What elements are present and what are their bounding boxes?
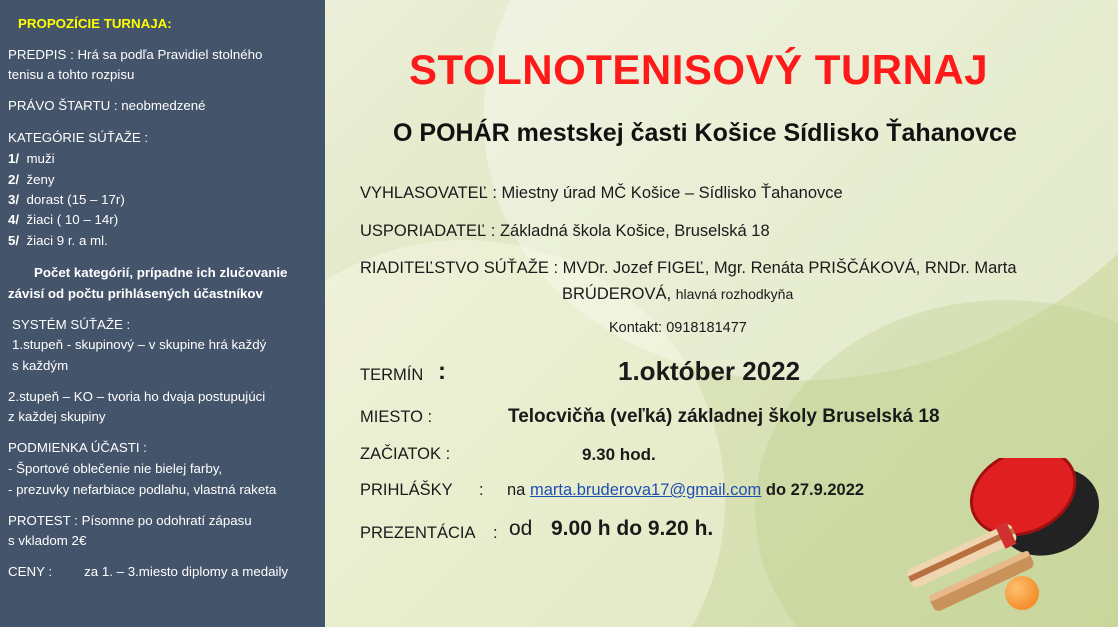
ceny-row xyxy=(8,562,318,582)
category-note-2: závisí od počtu prihlásených účastníkov xyxy=(8,286,263,301)
ping-pong-paddles-icon xyxy=(865,458,1115,618)
category-item xyxy=(8,231,318,251)
system-title: SYSTÉM SÚŤAŽE : xyxy=(12,317,131,332)
category-label: dorast (15 – 17r) xyxy=(26,192,125,207)
system-stage-2a: 2.stupeň – KO – tvoria ho dvaja postupujúci xyxy=(8,389,266,404)
podmienka-line-2: - prezuvky nefarbiace podlahu, vlastná raketa xyxy=(8,482,277,497)
podmienka-title: PODMIENKA ÚČASTI : xyxy=(8,440,147,455)
kategorie-title: KATEGÓRIE SÚŤAŽE : xyxy=(8,130,149,145)
chief-referee-role: hlavná rozhodkyňa xyxy=(675,286,794,302)
page-title: STOLNOTENISOVÝ TURNAJ xyxy=(409,46,989,93)
category-number: 2/ xyxy=(8,172,20,187)
vyhlasovatel: VYHLASOVATEĽ : Miestny úrad MČ Košice – Sídlisko Ťahanovce xyxy=(360,184,843,202)
miesto-label: MIESTO : xyxy=(360,408,433,426)
riaditelstvo-line-1: RIADITEĽSTVO SÚŤAŽE : MVDr. Jozef FIGEĽ, Mgr. Renáta PRIŠČÁKOVÁ, RNDr. Marta xyxy=(360,259,1017,277)
podmienka-line-1: - Športové oblečenie nie bielej farby, xyxy=(8,461,223,476)
prihlasky-details xyxy=(507,481,864,500)
usporiadatel: USPORIADATEĽ : Základná škola Košice, Bruselská 18 xyxy=(360,222,770,240)
ceny-text: za 1. – 3.miesto diplomy a medaily xyxy=(84,564,289,579)
category-item xyxy=(8,170,318,190)
category-label: muži xyxy=(26,151,55,166)
email-link[interactable]: marta.bruderova17@gmail.com xyxy=(529,481,762,499)
termin-label: TERMÍN xyxy=(360,366,424,384)
pravo-startu: PRÁVO ŠTARTU : neobmedzené xyxy=(8,98,206,113)
riaditelstvo-line-2 xyxy=(562,285,793,304)
predpis-line-1: PREDPIS : Hrá sa podľa Pravidiel stolného xyxy=(8,47,263,62)
prezentacia-colon: : xyxy=(493,524,498,542)
kontakt: Kontakt: 0918181477 xyxy=(609,320,747,336)
termin-colon: : xyxy=(438,358,446,385)
ceny-label: CENY : xyxy=(8,564,53,579)
propositions-panel xyxy=(0,0,325,627)
category-label: ženy xyxy=(26,172,55,187)
prihlasky-colon: : xyxy=(479,481,484,499)
predpis-line-2: tenisu a tohto rozpisu xyxy=(8,67,135,82)
prezentacia-value: 9.00 h do 9.20 h. xyxy=(551,517,714,540)
ping-pong-ball-icon xyxy=(1005,576,1039,610)
system-stage-2b: z každej skupiny xyxy=(8,409,106,424)
prihlasky-label: PRIHLÁŠKY xyxy=(360,481,453,499)
tournament-main xyxy=(325,0,1118,627)
category-number: 5/ xyxy=(8,233,20,248)
prihlasky-deadline: do 27.9.2022 xyxy=(765,481,865,499)
page-subtitle: O POHÁR mestskej časti Košice Sídlisko Ťahanovce xyxy=(393,119,1017,147)
termin-value: 1.október 2022 xyxy=(618,356,801,386)
zaciatok-label: ZAČIATOK : xyxy=(360,445,451,463)
category-number: 3/ xyxy=(8,192,20,207)
category-number: 4/ xyxy=(8,212,20,227)
prezentacia-od: od xyxy=(509,517,533,540)
protest-line-2: s vkladom 2€ xyxy=(8,533,87,548)
category-item xyxy=(8,210,318,230)
miesto-value: Telocvičňa (veľká) základnej školy Bruselská 18 xyxy=(508,406,940,427)
system-stage-1b: s každým xyxy=(12,358,69,373)
propositions-title: PROPOZÍCIE TURNAJA: xyxy=(18,16,172,31)
prezentacia-label: PREZENTÁCIA xyxy=(360,524,476,542)
chief-referee-name: BRÚDEROVÁ, xyxy=(562,285,672,303)
protest-line-1: PROTEST : Písomne po odohratí zápasu xyxy=(8,513,252,528)
zaciatok-value: 9.30 hod. xyxy=(582,445,656,464)
category-item xyxy=(8,190,318,210)
category-item xyxy=(8,149,318,169)
system-stage-1a: 1.stupeň - skupinový – v skupine hrá každý xyxy=(12,337,267,352)
category-label: žiaci ( 10 – 14r) xyxy=(26,212,119,227)
category-number: 1/ xyxy=(8,151,20,166)
prihlasky-na: na xyxy=(507,481,526,499)
category-label: žiaci 9 r. a ml. xyxy=(26,233,108,248)
category-note-1: Počet kategórií, prípadne ich zlučovanie xyxy=(34,265,288,280)
